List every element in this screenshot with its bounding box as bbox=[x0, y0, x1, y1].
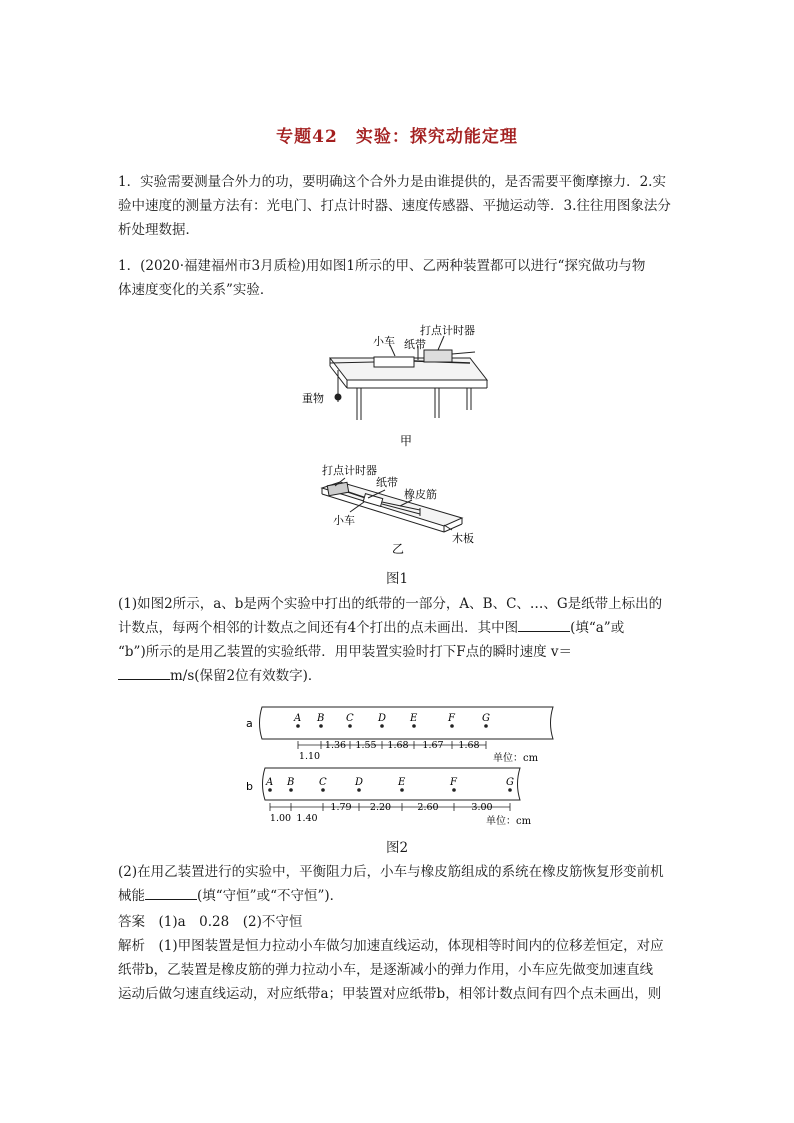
jia-name-label: 甲 bbox=[400, 434, 413, 448]
tape-a-point-A bbox=[296, 724, 300, 728]
part-2-line-2-tail: (填“守恒”或“不守恒”)． bbox=[197, 888, 344, 904]
tape-a-point-label-D: D bbox=[378, 713, 387, 724]
tape-b-point-label-G: G bbox=[506, 777, 514, 788]
yi-name-label: 乙 bbox=[392, 542, 405, 556]
part-1-line-3: “b”)所示的是用乙装置的实验纸带．用甲装置实验时打下F点的瞬时速度 v＝ bbox=[118, 644, 572, 660]
analysis-line-1: 解析 (1)甲图装置是恒力拉动小车做匀加速直线运动，体现相等时间内的位移差恒定，对应 bbox=[118, 938, 664, 954]
tape-a-point-F bbox=[450, 724, 454, 728]
jia-timer-label: 打点计时器 bbox=[420, 324, 475, 337]
part-1-line-1: (1)如图2所示，a、b是两个实验中打出的纸带的一部分，A、B、C、…、G是纸带上标出的 bbox=[118, 596, 663, 612]
tape-b-point-label-E: E bbox=[398, 777, 406, 788]
tape-b-point-B bbox=[289, 788, 293, 792]
part-2-line-2-text: 械能 bbox=[118, 888, 145, 904]
tape-b-point-label-B: B bbox=[287, 777, 295, 788]
tape-a-spacing-4: 1.68 bbox=[387, 740, 409, 751]
tape-a-spacing-3: 1.55 bbox=[355, 740, 377, 751]
tape-b-spacing-3: 1.79 bbox=[330, 802, 352, 813]
tape-b-unit: 单位：cm bbox=[486, 816, 532, 827]
tape-a-point-G bbox=[484, 724, 488, 728]
tape-b-spacing-4: 2.20 bbox=[369, 802, 392, 813]
part-2 bbox=[118, 860, 680, 908]
tape-b-spacing-6: 3.00 bbox=[471, 802, 493, 813]
yi-timer-label: 打点计时器 bbox=[322, 464, 377, 477]
tape-b-spacing-1: 1.00 bbox=[269, 813, 292, 824]
tape-b-spacing-2: 1.40 bbox=[296, 813, 318, 824]
tape-a bbox=[260, 707, 554, 739]
analysis-line-3: 运动后做匀速直线运动，对应纸带a；甲装置对应纸带b，相邻计数点间有四个点未画出，则 bbox=[118, 986, 662, 1002]
analysis-line-2: 纸带b，乙装置是橡皮筋的弹力拉动小车，是逐渐减小的弹力作用，小车应先做变加速直线 bbox=[118, 962, 654, 978]
tape-a-spacing-1: 1.10 bbox=[298, 751, 321, 762]
tape-a-spacing-6: 1.68 bbox=[458, 740, 480, 751]
tape-a-point-E bbox=[412, 724, 416, 728]
page-title: 专题42 实验：探究动能定理 bbox=[276, 127, 518, 147]
tape-b-point-label-D: D bbox=[355, 777, 364, 788]
tape-b-point-label-A: A bbox=[266, 777, 274, 788]
intro-line-2: 验中速度的测量方法有：光电门、打点计时器、速度传感器、平抛运动等．3.往往用图象法分 bbox=[118, 198, 671, 214]
tape-b-point-D bbox=[357, 788, 361, 792]
tape-a-point-label-C: C bbox=[346, 713, 354, 724]
tape-a-spacing-5: 1.67 bbox=[422, 740, 444, 751]
answer-blank-3[interactable] bbox=[145, 885, 197, 900]
tape-b-name: b bbox=[246, 780, 253, 793]
figure-1-caption: 图1 bbox=[385, 571, 409, 587]
answer-section bbox=[118, 910, 680, 1006]
tape-a-point-label-F: F bbox=[448, 713, 455, 724]
part-1-line-2-text: 计数点，每两个相邻的计数点之间还有4个打出的点未画出．其中图 bbox=[118, 620, 519, 636]
yi-tape-label: 纸带 bbox=[376, 476, 398, 489]
tape-a-point-D bbox=[380, 724, 384, 728]
answer-line: 答案 (1)a 0.28 (2)不守恒 bbox=[118, 914, 303, 930]
part-2-line-2 bbox=[118, 884, 680, 908]
part-1-line-2-tail: (填“a”或 bbox=[570, 620, 625, 636]
tape-a-point-label-E: E bbox=[410, 713, 418, 724]
tape-b bbox=[263, 768, 521, 800]
tape-b-point-C bbox=[321, 788, 325, 792]
tape-a-point-label-G: G bbox=[482, 713, 490, 724]
tape-a-spacing-2: 1.36 bbox=[324, 740, 347, 751]
tape-b-point-label-F: F bbox=[450, 777, 457, 788]
yi-board-label: 木板 bbox=[452, 532, 474, 545]
jia-weight-label: 重物 bbox=[302, 392, 324, 405]
tape-a-point-label-B: B bbox=[317, 713, 325, 724]
yi-cart-label: 小车 bbox=[333, 514, 355, 527]
tape-a-point-C bbox=[348, 724, 352, 728]
question-1-line-1: 1．(2020·福建福州市3月质检)用如图1所示的甲、乙两种装置都可以进行“探究做功与物 bbox=[118, 258, 646, 274]
tape-b-point-label-C: C bbox=[319, 777, 327, 788]
intro-line-3: 析处理数据． bbox=[118, 222, 199, 238]
tape-b-point-G bbox=[508, 788, 512, 792]
tape-b-point-F bbox=[452, 788, 456, 792]
part-2-line-1: (2)在用乙装置进行的实验中，平衡阻力后，小车与橡皮筋组成的系统在橡皮筋恢复形变前机 bbox=[118, 864, 664, 880]
jia-tape-label: 纸带 bbox=[404, 338, 426, 351]
yi-band-label: 橡皮筋 bbox=[404, 488, 437, 501]
tape-a-point-B bbox=[319, 724, 323, 728]
tape-a-name: a bbox=[246, 717, 253, 730]
tape-a-point-label-A: A bbox=[294, 713, 302, 724]
tape-b-spacing-5: 2.60 bbox=[417, 802, 439, 813]
part-1-line-4-text: m/s(保留2位有效数字)． bbox=[170, 668, 322, 684]
question-1-line-2: 体速度变化的关系”实验． bbox=[118, 282, 274, 298]
tape-b-point-E bbox=[400, 788, 404, 792]
jia-cart-label: 小车 bbox=[373, 335, 395, 348]
intro-line-1: 1．实验需要测量合外力的功，要明确这个合外力是由谁提供的，是否需要平衡摩擦力．2.实 bbox=[118, 174, 666, 190]
figure-2-caption: 图2 bbox=[385, 840, 409, 856]
tape-b-point-A bbox=[268, 788, 272, 792]
tape-a-unit: 单位：cm bbox=[493, 753, 539, 764]
